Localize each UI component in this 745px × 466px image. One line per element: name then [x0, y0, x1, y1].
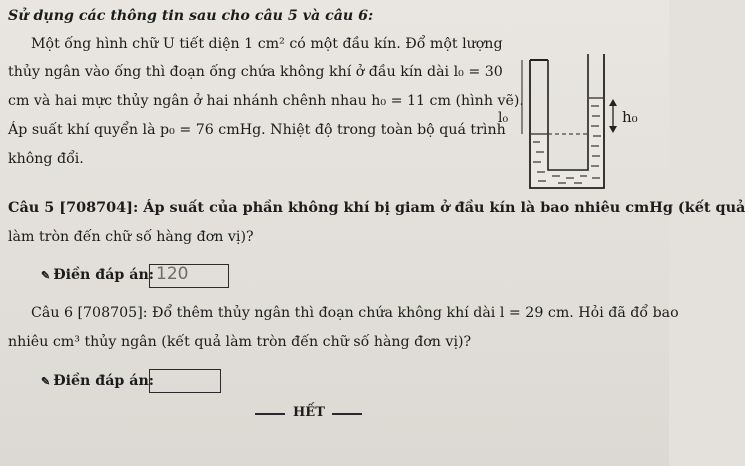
l0-label: l₀ — [498, 110, 509, 126]
footer-end-label: HẾT — [293, 405, 325, 420]
q6-answer-input[interactable] — [149, 369, 221, 393]
passage-line-3: cm và hai mực thủy ngân ở hai nhánh chênh nhau h₀ = 11 cm (hình vẽ). — [8, 93, 524, 109]
footer-rule-right — [332, 413, 362, 415]
q5-answer-label: Điền đáp án: — [53, 267, 155, 283]
u-tube-inner-wall — [548, 54, 588, 170]
q5-answer-input[interactable] — [149, 264, 229, 288]
q6-answer-label: Điền đáp án: — [53, 373, 155, 389]
footer-rule-left — [255, 413, 285, 415]
q6-line-1: Câu 6 [708705]: Đổ thêm thủy ngân thì đoạn chứa không khí dài l = 29 cm. Hỏi đã đổ bao — [31, 305, 679, 321]
h0-arrow-up — [609, 99, 617, 106]
passage-line-5: không đổi. — [8, 151, 84, 167]
q5-line-2: làm tròn đến chữ số hàng đơn vị)? — [8, 229, 254, 245]
passage-line-4: Áp suất khí quyển là p₀ = 76 cmHg. Nhiệt độ trong toàn bộ quá trình — [8, 122, 506, 138]
q5-text-1: Câu 5 [708704]: Áp suất của phần không khí bị giam ở đầu kín là bao nhiêu cmHg (kết quả — [8, 199, 745, 216]
h0-label: h₀ — [622, 108, 638, 126]
mercury-fill — [531, 98, 603, 187]
intro-heading: Sử dụng các thông tin sau cho câu 5 và câu 6: — [8, 8, 374, 24]
q5-answer-row — [41, 266, 154, 285]
q5-line-1 — [8, 199, 745, 217]
h0-arrow-down — [609, 126, 617, 133]
passage-line-2: thủy ngân vào ống thì đoạn ống chứa không khí ở đầu kín dài l₀ = 30 — [8, 64, 503, 80]
pencil-icon: ✎ — [41, 269, 51, 282]
passage-line-1: Một ống hình chữ U tiết diện 1 cm² có một đầu kín. Đổ một lượng — [31, 36, 503, 52]
q5-answer-value: 120 — [156, 264, 189, 284]
q6-answer-row — [41, 372, 154, 391]
pencil-icon: ✎ — [41, 375, 51, 388]
q6-line-2: nhiêu cm³ thủy ngân (kết quả làm tròn đến chữ số hàng đơn vị)? — [8, 334, 472, 350]
u-tube-diagram — [492, 50, 652, 192]
